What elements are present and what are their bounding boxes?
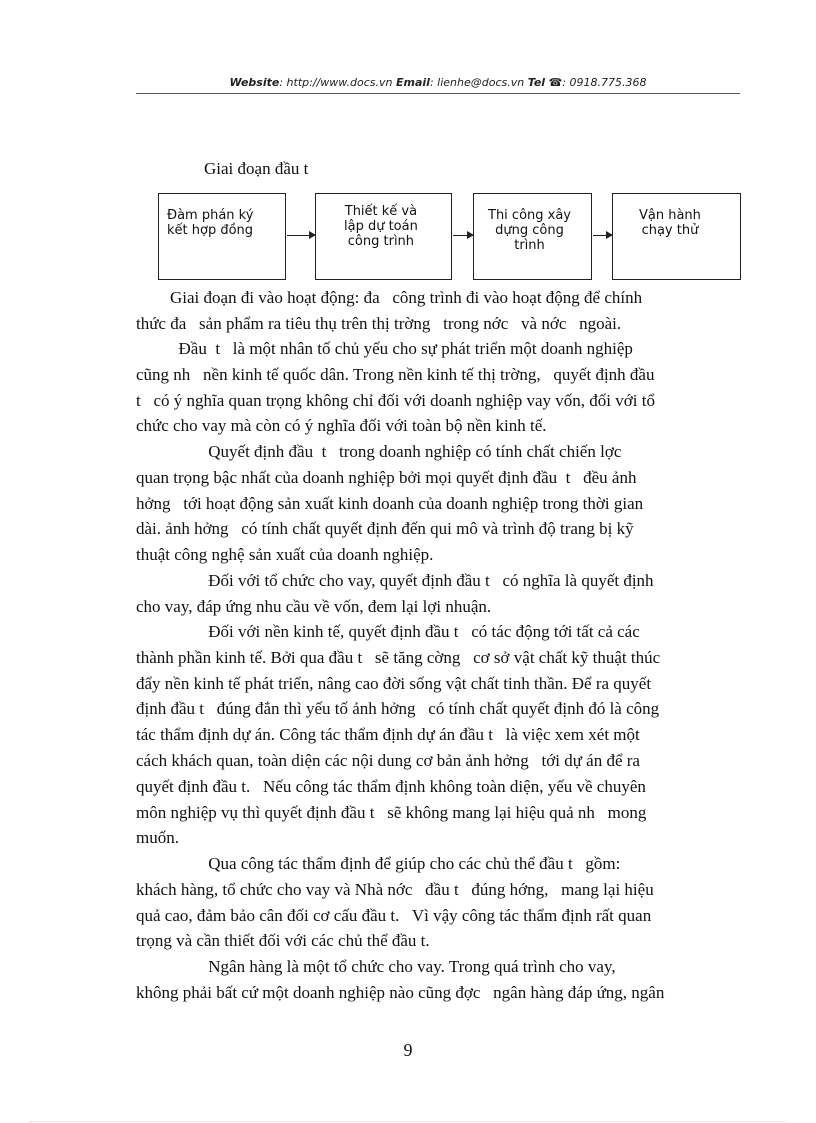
flow-arrow [287,235,315,236]
tel-value: : 0918.775.368 [562,76,647,89]
text-line: quan trọng bậc nhất của doanh nghiệp bởi mọi quyết định đầu t đều ảnh [136,467,637,487]
text-line: cách khách quan, toàn diện các nội dung cơ bản ảnh hởng tới dự án để ra [136,750,640,770]
text-line: trọng và cần thiết đối với các chủ thể đầu t. [136,931,430,951]
website-value: : http://www.docs.vn [279,76,393,89]
paragraph-bank [136,954,740,1006]
paragraph-investment-role [136,336,740,439]
footer-divider [30,1121,786,1122]
phone-icon: ☎ [548,76,563,89]
text-line: quyết định đầu t. Nếu công tác thẩm định không toàn diện, yếu về chuyên [136,776,646,796]
email-label: Email [396,76,430,89]
text-line: khách hàng, tổ chức cho vay và Nhà nớc đầu t đúng hớng, mang lại hiệu [136,879,654,899]
paragraph-operation-stage [136,285,740,337]
flow-box-construction [473,193,592,280]
text-line: chức cho vay mà còn có ý nghĩa đối với toàn bộ nền kinh tế. [136,416,547,436]
flow-box-operation [612,193,741,280]
flow-box-line: kết hợp đồng [167,223,254,238]
text-line: Đối với nền kinh tế, quyết định đầu t có tác động tới tất cả các [136,622,640,641]
flow-box-line: chạy thử [641,223,699,238]
text-line: đẩy nền kinh tế phát triển, nâng cao đời sống vật chất tinh thần. Để ra quyết [136,673,652,693]
page-number: 9 [403,1040,413,1060]
text-line: dài. ảnh hởng có tính chất quyết định đến qui mô và trình độ trang bị kỹ [136,519,634,539]
text-line: Qua công tác thẩm định để giúp cho các chủ thể đầu t gồm: [136,854,621,873]
text-line: Đối với tổ chức cho vay, quyết định đầu t có nghĩa là quyết định [136,571,654,590]
text-line: Quyết định đầu t trong doanh nghiệp có tính chất chiến lợc [136,442,622,461]
flow-box-line: trình [514,238,545,253]
flow-box-line: Thiết kế và [344,204,418,219]
text-line: định đầu t đúng đắn thì yếu tố ảnh hởng có tính chất quyết định đó là công [136,699,660,719]
text-line: Giai đoạn đi vào hoạt động: đa công trình đi vào hoạt động để chính [136,288,643,307]
website-label: Website [229,76,280,89]
paragraph-economy [136,619,740,851]
text-line: t có ý nghĩa quan trọng không chỉ đối với doanh nghiệp vay vốn, đối với tổ [136,390,655,410]
text-line: cho vay, đáp ứng nhu cầu về vốn, đem lại lợi nhuận. [136,596,492,616]
text-line: thức đa sản phẩm ra tiêu thụ trên thị trờng trong nớc và nớc ngoài. [136,313,622,333]
header-divider [136,93,740,94]
flow-box-line: lập dự toán [344,219,418,234]
flow-box-line: Thi công xây [488,208,572,223]
text-line: không phải bất cứ một doanh nghiệp nào cũng đợc ngân hàng đáp ứng, ngân [136,982,665,1002]
flow-box-line: dựng công [495,223,564,238]
flow-arrow [593,235,612,236]
text-line: thành phần kinh tế. Bởi qua đầu t sẽ tăng cờng cơ sở vật chất kỹ thuật thúc [136,647,661,667]
text-line: muốn. [136,828,179,848]
paragraph-enterprise-decision [136,439,740,568]
text-line: cũng nh nền kinh tế quốc dân. Trong nền kinh tế thị trờng, quyết định đầu [136,364,655,384]
paragraph-appraisal [136,851,740,954]
flow-box-design [315,193,452,280]
page-header [136,76,740,89]
text-line: môn nghiệp vụ thì quyết định đầu t sẽ không mang lại hiệu quả nh mong [136,802,647,822]
text-line: Ngân hàng là một tổ chức cho vay. Trong quá trình cho vay, [136,957,616,976]
flow-box-line: Đàm phán ký [167,208,254,223]
text-line: thuật công nghệ sản xuất của doanh nghiệp. [136,545,434,565]
flow-arrow [453,235,473,236]
text-line: hởng tới hoạt động sản xuất kinh doanh của doanh nghiệp trong thời gian [136,493,644,513]
text-line: Đầu t là một nhân tố chủ yếu cho sự phát triển một doanh nghiệp [136,339,633,358]
flow-box-line: Vận hành [639,208,701,223]
paragraph-lender [136,568,740,620]
flow-box-negotiation [158,193,286,280]
email-value: : lienhe@docs.vn [429,76,525,89]
stage-label: Giai đoạn đầu t [204,159,309,178]
flow-box-line: công trình [347,234,415,249]
tel-label: Tel [527,76,546,89]
text-line: quả cao, đảm bảo cân đối cơ cấu đầu t. Vì vậy công tác thẩm định rất quan [136,905,652,925]
text-line: tác thẩm định dự án. Công tác thẩm định dự án đầu t là việc xem xét một [136,725,640,745]
